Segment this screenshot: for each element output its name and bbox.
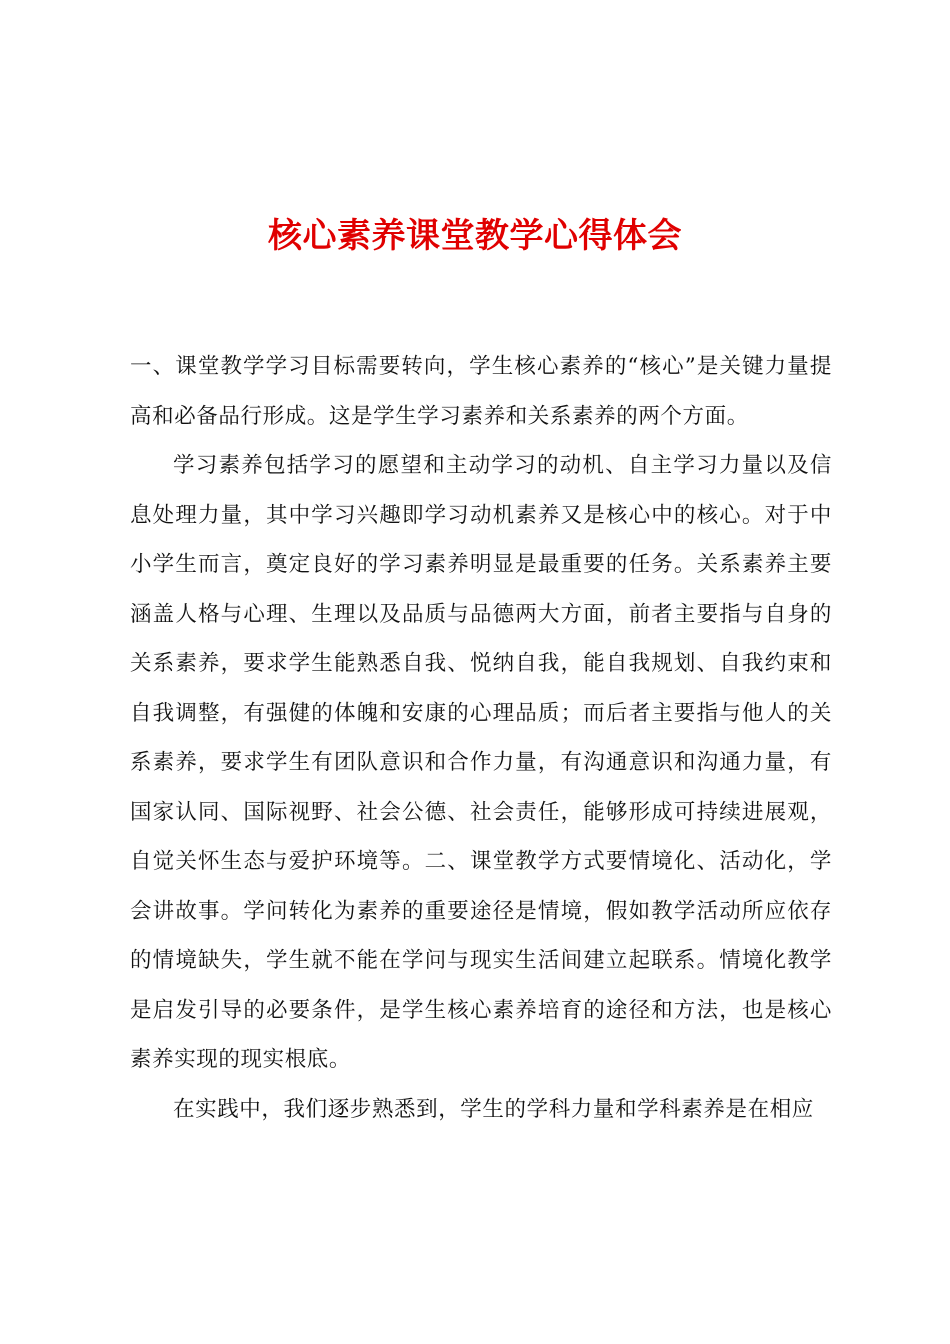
paragraph-2: 学习素养包括学习的愿望和主动学习的动机、自主学习力量以及信息处理力量，其中学习兴趣即学习动机素养又是核心中的核心。对于中小学生而言，奠定良好的学习素养明显是最重要的任务。关系素养主要涵盖人格与心理、生理以及品质与品德两大方面，前者主要指与自身的关系素养，要求学生能熟悉自我、悦纳自我，能自我规划、自我约束和自我调整，有强健的体魄和安康的心理品质；而后者主要指与他人的关系素养，要求学生有团队意识和合作力量，有沟通意识和沟通力量，有国家认同、国际视野、社会公德、社会责任，能够形成可持续进展观，自觉关怀生态与爱护环境等。二、课堂教学方式要情境化、活动化，学会讲故事。学问转化为素养的重要途径是情境，假如教学活动所应依存的情境缺失，学生就不能在学问与现实生活间建立起联系。情境化教学是启发引导的必要条件，是学生核心素养培育的途径和方法，也是核心素养实现的现实根底。 (130, 453, 832, 1072)
paragraph-1: 一、课堂教学学习目标需要转向，学生核心素养的“核心”是关键力量提高和必备品行形成。这是学生学习素养和关系素养的两个方面。 (130, 354, 832, 429)
document-body (130, 342, 832, 1134)
paragraph-3: 在实践中，我们逐步熟悉到，学生的学科力量和学科素养是在相应 (173, 1096, 814, 1122)
document-title: 核心素养课堂教学心得体会 (268, 216, 682, 256)
